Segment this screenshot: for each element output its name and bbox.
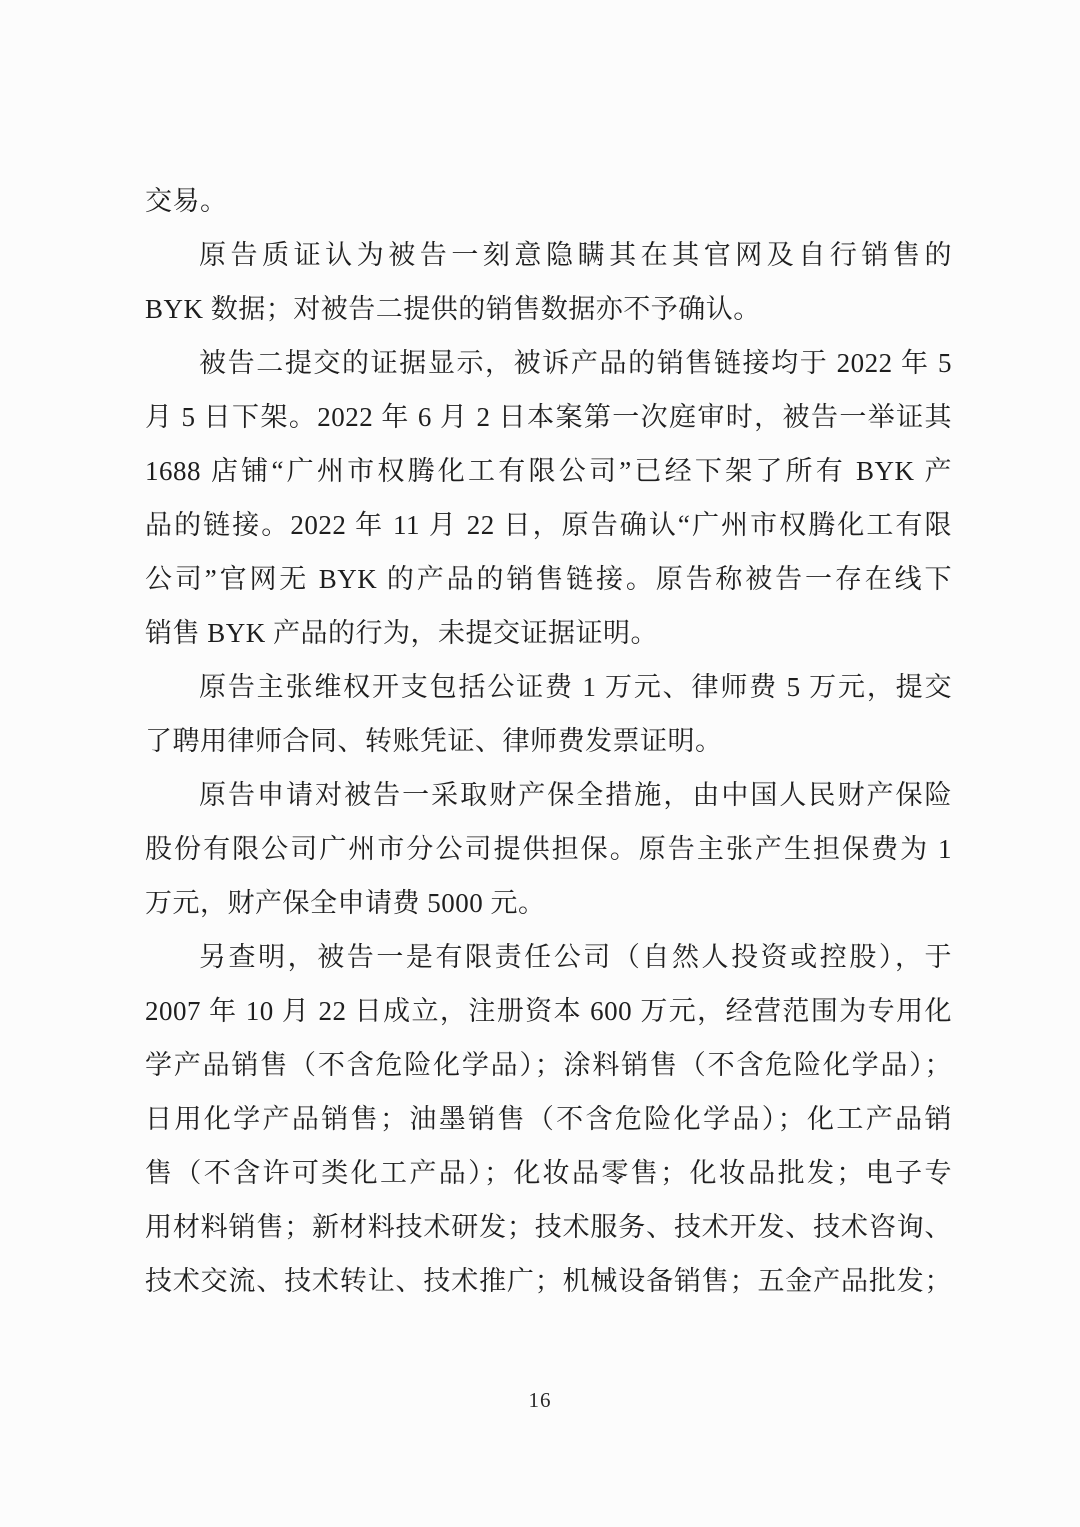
text-line: 原告质证认为被告一刻意隐瞒其在其官网及自行销售的 bbox=[199, 240, 952, 270]
text-line: 2007 年 10 月 22 日成立，注册资本 600 万元，经营范围为专用化 bbox=[145, 996, 952, 1026]
text-line: 用材料销售；新材料技术研发；技术服务、技术开发、技术咨询、 bbox=[145, 1212, 952, 1242]
paragraph bbox=[145, 930, 952, 1308]
paragraph bbox=[145, 336, 952, 660]
text-line: 原告申请对被告一采取财产保全措施，由中国人民财产保险 bbox=[199, 780, 952, 810]
text-line: 销售 BYK 产品的行为，未提交证据证明。 bbox=[145, 618, 659, 648]
text-line: 原告主张维权开支包括公证费 1 万元、律师费 5 万元，提交 bbox=[199, 672, 952, 702]
paragraph bbox=[145, 174, 952, 228]
document-body bbox=[145, 174, 952, 1308]
text-line: 万元，财产保全申请费 5000 元。 bbox=[145, 888, 546, 918]
text-line: 月 5 日下架。2022 年 6 月 2 日本案第一次庭审时，被告一举证其 bbox=[145, 402, 952, 432]
text-line: 售（不含许可类化工产品）；化妆品零售；化妆品批发；电子专 bbox=[145, 1158, 952, 1188]
page-footer bbox=[0, 1388, 1080, 1413]
page-number: 16 bbox=[528, 1388, 552, 1412]
paragraph bbox=[145, 228, 952, 336]
paragraph bbox=[145, 768, 952, 930]
text-line: 了聘用律师合同、转账凭证、律师费发票证明。 bbox=[145, 726, 723, 756]
text-line: 技术交流、技术转让、技术推广；机械设备销售；五金产品批发； bbox=[145, 1266, 952, 1296]
paragraph bbox=[145, 660, 952, 768]
text-line: 被告二提交的证据显示，被诉产品的销售链接均于 2022 年 5 bbox=[199, 348, 952, 378]
text-line: 日用化学产品销售；油墨销售（不含危险化学品）；化工产品销 bbox=[145, 1104, 952, 1134]
text-line: 另查明，被告一是有限责任公司（自然人投资或控股），于 bbox=[199, 942, 952, 972]
text-line: BYK 数据；对被告二提供的销售数据亦不予确认。 bbox=[145, 294, 761, 324]
text-line: 品的链接。2022 年 11 月 22 日，原告确认“广州市权腾化工有限 bbox=[145, 510, 952, 540]
text-line: 股份有限公司广州市分公司提供担保。原告主张产生担保费为 1 bbox=[145, 834, 952, 864]
text-line: 公司”官网无 BYK 的产品的销售链接。原告称被告一存在线下 bbox=[145, 564, 952, 594]
text-line: 交易。 bbox=[145, 186, 228, 216]
text-line: 学产品销售（不含危险化学品）；涂料销售（不含危险化学品）； bbox=[145, 1050, 952, 1080]
text-line: 1688 店铺“广州市权腾化工有限公司”已经下架了所有 BYK 产 bbox=[145, 456, 952, 486]
